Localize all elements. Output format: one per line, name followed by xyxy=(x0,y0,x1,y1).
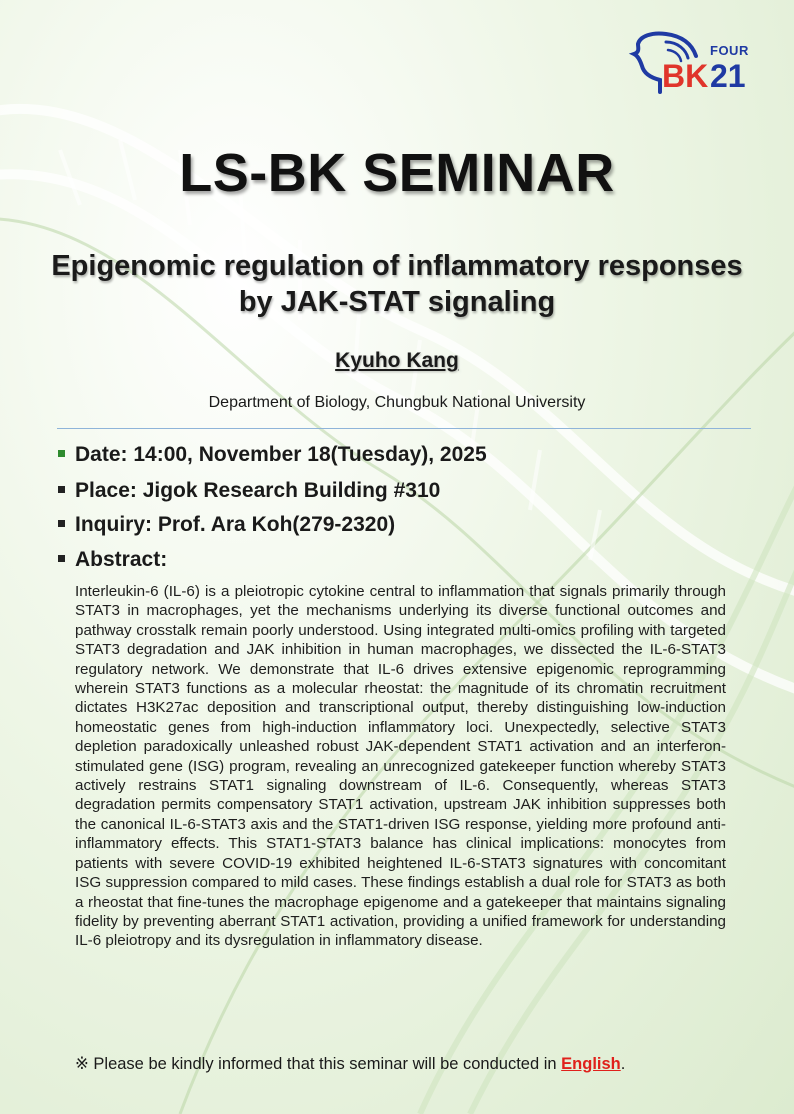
logo-bk-text: BK xyxy=(662,58,709,94)
seminar-title: LS-BK SEMINAR xyxy=(179,143,615,203)
info-date xyxy=(58,443,487,467)
language-notice xyxy=(75,1054,755,1074)
square-bullet-icon xyxy=(58,450,65,457)
square-bullet-icon xyxy=(58,555,65,562)
talk-title-line-1: Epigenomic regulation of inflammatory responses xyxy=(51,250,743,282)
logo-four-text: FOUR xyxy=(710,43,749,58)
bk21-four-logo xyxy=(622,30,762,100)
inquiry-text: Inquiry: Prof. Ara Koh(279-2320) xyxy=(75,513,396,536)
speaker-name: Kyuho Kang xyxy=(335,349,459,372)
place-text: Place: Jigok Research Building #310 xyxy=(75,479,441,502)
logo-21-text: 21 xyxy=(710,58,746,94)
section-divider xyxy=(57,428,751,429)
abstract-body: Interleukin-6 (IL-6) is a pleiotropic cytokine central to inflammation that signals primarily through STAT3 in macrophages, yet the mechanisms underlying its diverse functional outcomes and pathway crosstalk remain poorly understood. Using integrated multi-omics profiling with targeted STAT3 degradation and JAK inhibition in human macrophages, we dissected the IL-6-STAT3 regulatory network. We demonstrate that IL-6 drives extensive epigenomic reprogramming wherein STAT3 functions as a molecular rheostat: the magnitude of its chromatin recruitment dictates H3K27ac deposition and transcriptional output, thereby distinguishing low-induction homeostatic genes from high-induction inflammatory loci. Unexpectedly, selective STAT3 depletion paradoxically unleashed robust JAK-dependent STAT1 activation and an interferon-stimulated gene (ISG) program, revealing an unrecognized gatekeeper function whereby STAT3 actively restrains STAT1 signaling downstream of IL-6. Consequently, whereas STAT3 degradation permits compensatory STAT1 activation, upstream JAK inhibition suppresses both the canonical IL-6-STAT3 axis and the STAT1-driven ISG response, yielding more profound anti-inflammatory effects. This STAT1-STAT3 balance has clinical implications: monocytes from patients with severe COVID-19 exhibited heightened IL-6-STAT3 signatures with concomitant ISG suppression compared to mild cases. These findings establish a dual role for STAT3 as both a rheostat that fine-tunes the macrophage epigenome and a gatekeeper that maintains signaling fidelity by preventing aberrant STAT1 activation, providing a unified framework for understanding IL-6 pleiotropy and its dysregulation in inflammatory disease. xyxy=(75,583,726,950)
info-place xyxy=(58,479,440,503)
notice-language: English xyxy=(561,1055,621,1073)
square-bullet-icon xyxy=(58,486,65,493)
info-abstract-heading xyxy=(58,548,167,572)
date-text: Date: 14:00, November 18(Tuesday), 2025 xyxy=(75,443,487,466)
abstract-label: Abstract: xyxy=(75,548,168,571)
talk-title-line-2: by JAK-STAT signaling xyxy=(238,286,556,318)
notice-text: ※ Please be kindly informed that this seminar will be conducted in xyxy=(75,1055,562,1073)
info-inquiry xyxy=(58,513,395,537)
square-bullet-icon xyxy=(58,520,65,527)
notice-suffix: . xyxy=(620,1055,626,1073)
talk-title xyxy=(20,248,774,320)
speaker-affiliation: Department of Biology, Chungbuk National University xyxy=(208,394,586,411)
